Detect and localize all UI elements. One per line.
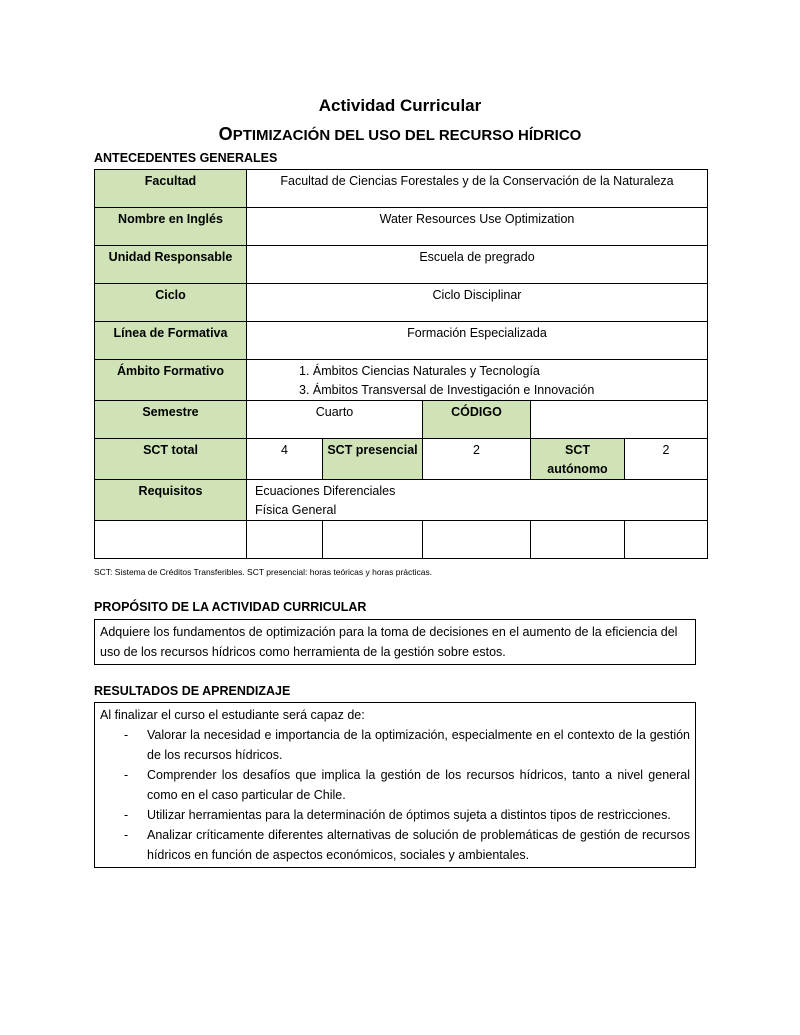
sct-autonomo-label-line: SCT xyxy=(565,443,590,457)
nombre-ingles-value: Water Resources Use Optimization xyxy=(247,208,708,246)
empty-cell xyxy=(95,521,247,559)
empty-cell xyxy=(531,521,625,559)
table-row xyxy=(95,322,708,360)
sct-footnote: SCT: Sistema de Créditos Transferibles. SCT presencial: horas teóricas y horas prácticas. xyxy=(94,567,433,577)
linea-label: Línea de Formativa xyxy=(95,322,247,360)
resultados-heading: RESULTADOS DE APRENDIZAJE xyxy=(94,684,291,698)
table-row xyxy=(95,439,708,480)
table-row xyxy=(95,170,708,208)
ambito-value xyxy=(247,360,708,401)
semestre-label: Semestre xyxy=(95,401,247,439)
proposito-box xyxy=(94,619,696,665)
antecedentes-heading: ANTECEDENTES GENERALES xyxy=(94,151,278,165)
sct-autonomo-label xyxy=(531,439,625,480)
sct-autonomo-value: 2 xyxy=(625,439,708,480)
empty-cell xyxy=(423,521,531,559)
sct-total-value: 4 xyxy=(247,439,323,480)
linea-value: Formación Especializada xyxy=(247,322,708,360)
table-row xyxy=(95,480,708,521)
table-row xyxy=(95,360,708,401)
resultados-box xyxy=(94,702,696,868)
table-row xyxy=(95,401,708,439)
table-row xyxy=(95,284,708,322)
proposito-heading: PROPÓSITO DE LA ACTIVIDAD CURRICULAR xyxy=(94,600,367,614)
empty-cell xyxy=(625,521,708,559)
sct-presencial-label: SCT presencial xyxy=(323,439,423,480)
list-item: - Analizar críticamente diferentes alternativas de solución de problemáticas de gestión de recursos hídricos en función de aspectos económicos, sociales y ambientales. xyxy=(100,825,690,865)
list-item: - Valorar la necesidad e importancia de la optimización, especialmente en el contexto de la gestión de los recursos hídricos. xyxy=(100,725,690,765)
codigo-value xyxy=(531,401,708,439)
sct-total-label: SCT total xyxy=(95,439,247,480)
list-item: - Comprender los desafíos que implica la gestión de los recursos hídricos, tanto a nivel general como en el caso particular de Chile. xyxy=(100,765,690,805)
unidad-value: Escuela de pregrado xyxy=(247,246,708,284)
facultad-label: Facultad xyxy=(95,170,247,208)
requisitos-label: Requisitos xyxy=(95,480,247,521)
table-row xyxy=(95,208,708,246)
codigo-label: CÓDIGO xyxy=(423,401,531,439)
ciclo-label: Ciclo xyxy=(95,284,247,322)
empty-cell xyxy=(247,521,323,559)
nombre-ingles-label: Nombre en Inglés xyxy=(95,208,247,246)
course-name xyxy=(0,124,800,145)
requisito-item: Ecuaciones Diferenciales xyxy=(255,484,396,498)
proposito-text: Adquiere los fundamentos de optimización para la toma de decisiones en el aumento de la eficiencia del uso de los recursos hídricos como herramienta de la gestión sobre estos. xyxy=(100,625,678,659)
ambito-item: 1. Ámbitos Ciencias Naturales y Tecnología xyxy=(299,364,540,378)
sct-autonomo-label-line: autónomo xyxy=(547,462,608,476)
unidad-label: Unidad Responsable xyxy=(95,246,247,284)
ciclo-value: Ciclo Disciplinar xyxy=(247,284,708,322)
table-row xyxy=(95,521,708,559)
list-item: - Utilizar herramientas para la determinación de óptimos sujeta a distintos tipos de restricciones. xyxy=(100,805,690,825)
ambito-label: Ámbito Formativo xyxy=(95,360,247,401)
semestre-value: Cuarto xyxy=(247,401,423,439)
empty-cell xyxy=(323,521,423,559)
course-name-rest: PTIMIZACIÓN DEL USO DEL RECURSO HÍDRICO xyxy=(232,127,582,144)
antecedentes-table xyxy=(94,169,708,559)
table-row xyxy=(95,246,708,284)
facultad-value: Facultad de Ciencias Forestales y de la Conservación de la Naturaleza xyxy=(247,170,708,208)
requisitos-value xyxy=(247,480,708,521)
ambito-item: 3. Ámbitos Transversal de Investigación e Innovación xyxy=(299,383,595,397)
resultados-list xyxy=(100,725,690,865)
requisito-item: Física General xyxy=(255,503,337,517)
course-name-initial: O xyxy=(218,124,233,144)
sct-presencial-value: 2 xyxy=(423,439,531,480)
resultados-intro: Al finalizar el curso el estudiante será capaz de: xyxy=(100,708,365,722)
document-title: Actividad Curricular xyxy=(318,96,482,115)
